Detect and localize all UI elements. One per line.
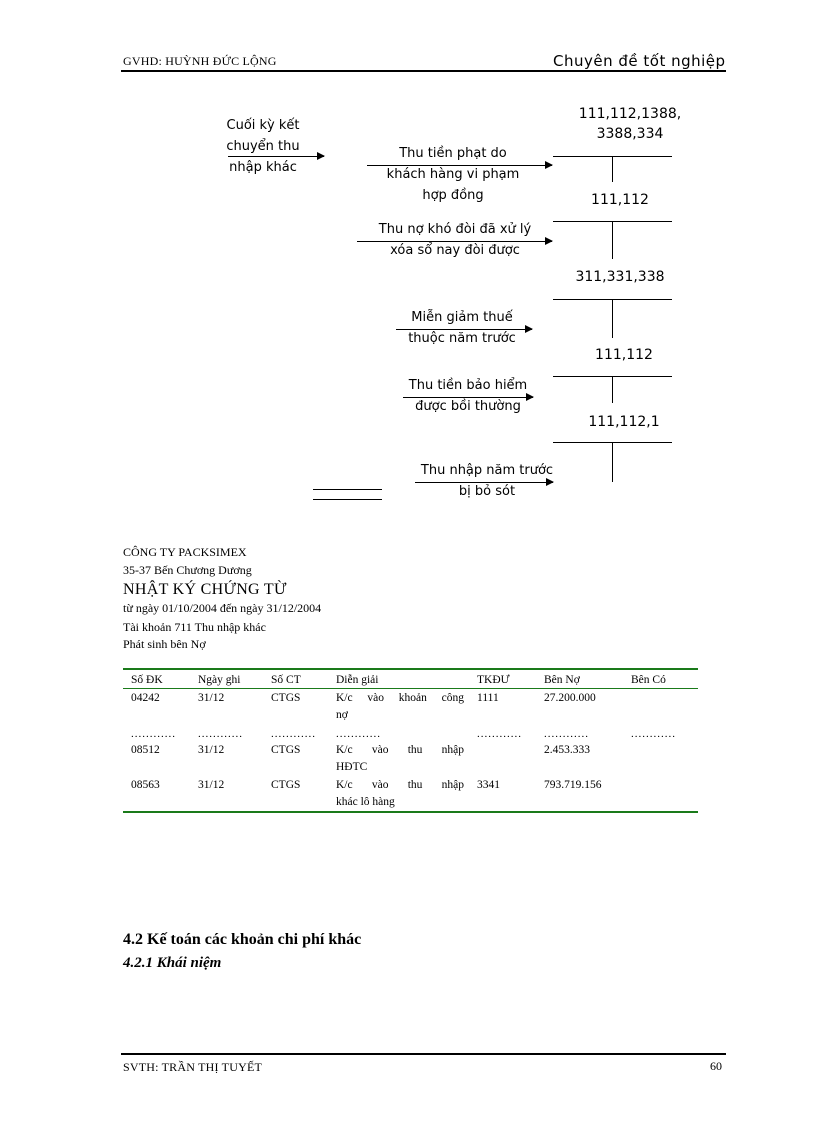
account-line: 111,112,1 (588, 414, 660, 430)
entry-line: được bồi thường (415, 399, 521, 414)
account-line: 111,112,1388, (578, 106, 682, 122)
header-rule (121, 70, 726, 72)
ellipsis: ............ (131, 728, 176, 740)
table-bottom-rule (123, 811, 698, 813)
ellipsis: ............ (336, 728, 381, 740)
intro-line: nhập khác (229, 160, 297, 175)
journal-period: từ ngày 01/10/2004 đến ngày 31/12/2004 (123, 601, 322, 615)
cell-dien-giai-line: HĐTC (336, 761, 368, 773)
subsection-heading: 4.2.1 Khái niệm (123, 955, 222, 971)
cell-dien-giai-line: K/c vào khoản công (336, 692, 464, 704)
cell-ben-no: 2.453.333 (544, 744, 590, 756)
entry-arrow (403, 397, 533, 398)
cell-ngay-ghi: 31/12 (198, 779, 225, 791)
col-header: Diễn giải (336, 674, 379, 686)
col-header: Số ĐK (131, 674, 163, 686)
ellipsis: ............ (631, 728, 676, 740)
ellipsis: ............ (198, 728, 243, 740)
cell-ben-no: 27.200.000 (544, 692, 596, 704)
account-line: 3388,334 (596, 126, 664, 142)
cell-tkdu: 1111 (477, 692, 499, 704)
journal-account: Tài khoản 711 Thu nhập khác (123, 620, 266, 634)
entry-line: bị bỏ sót (458, 484, 516, 499)
entry-line: khách hàng vi phạm (386, 167, 520, 182)
cell-dien-giai-line: khác lô hàng (336, 796, 395, 808)
account-label (565, 267, 675, 287)
cell-tkdu: 3341 (477, 779, 500, 791)
entry-label (413, 460, 561, 502)
journal-title: NHẬT KÝ CHỨNG TỪ (123, 581, 287, 598)
header-title: Chuyên đề tốt nghiệp (553, 52, 726, 70)
account-label (565, 412, 683, 432)
entry-label (398, 307, 526, 349)
entry-line: Thu tiền phạt do (399, 146, 507, 161)
entry-line: Thu tiền bảo hiểm (408, 378, 528, 393)
entry-arrow (415, 482, 553, 483)
intro-arrow (228, 156, 324, 157)
header-advisor: GVHD: HUỲNH ĐỨC LỘNG (123, 54, 277, 68)
entry-line: hợp đồng (422, 188, 484, 203)
intro-line: chuyển thu (226, 139, 300, 154)
col-header: Ngày ghi (198, 674, 241, 686)
entry-line: Thu nhập năm trước (420, 463, 554, 478)
cell-dien-giai-line: K/c vào thu nhập (336, 744, 464, 756)
col-header: TKĐƯ (477, 674, 510, 686)
account-label (565, 345, 683, 365)
cell-so-dk: 08512 (131, 744, 160, 756)
entry-line: Miễn giảm thuế (411, 310, 513, 325)
cell-so-ct: CTGS (271, 744, 301, 756)
company-address: 35-37 Bến Chương Dương (123, 563, 252, 577)
col-header: Số CT (271, 674, 301, 686)
cell-so-dk: 04242 (131, 692, 160, 704)
ellipsis: ............ (477, 728, 522, 740)
entry-line: Thu nợ khó đòi đã xử lý (378, 222, 532, 237)
ellipsis: ............ (271, 728, 316, 740)
entry-arrow (367, 165, 552, 166)
entry-arrow (396, 329, 532, 330)
entry-label (375, 143, 531, 206)
footer-rule (121, 1053, 726, 1055)
footer-student: SVTH: TRẦN THỊ TUYẾT (123, 1060, 262, 1074)
account-label (565, 104, 695, 144)
t-account-stem (612, 156, 613, 182)
company-name: CÔNG TY PACKSIMEX (123, 545, 247, 559)
account-line: 111,112 (591, 192, 649, 208)
account-line: 311,331,338 (575, 269, 665, 285)
cell-ngay-ghi: 31/12 (198, 692, 225, 704)
journal-side: Phát sinh bên Nợ (123, 637, 206, 651)
t-account-stem (612, 221, 613, 259)
intro-label (222, 115, 304, 178)
cell-dien-giai-line: K/c vào thu nhập (336, 779, 464, 791)
closing-line-bottom (313, 499, 382, 500)
cell-so-ct: CTGS (271, 779, 301, 791)
col-header: Bên Nợ (544, 674, 580, 686)
entry-line: thuộc năm trước (408, 331, 516, 346)
entry-line: xóa sổ nay đòi được (390, 243, 520, 258)
t-account-stem (612, 299, 613, 338)
entry-label (398, 375, 538, 417)
t-account-stem (612, 376, 613, 403)
closing-line-top (313, 489, 382, 490)
page-number: 60 (710, 1059, 722, 1073)
t-account-stem (612, 442, 613, 482)
ellipsis: ............ (544, 728, 589, 740)
entry-label (365, 219, 545, 261)
section-heading: 4.2 Kế toán các khoản chi phí khác (123, 931, 362, 948)
cell-ngay-ghi: 31/12 (198, 744, 225, 756)
cell-so-dk: 08563 (131, 779, 160, 791)
cell-ben-no: 793.719.156 (544, 779, 602, 791)
col-header: Bên Có (631, 674, 666, 686)
cell-so-ct: CTGS (271, 692, 301, 704)
cell-dien-giai-line: nợ (336, 709, 348, 721)
table-top-rule (123, 668, 698, 670)
intro-line: Cuối kỳ kết (226, 118, 300, 133)
entry-arrow (357, 241, 552, 242)
account-line: 111,112 (595, 347, 653, 363)
account-label (565, 190, 675, 210)
